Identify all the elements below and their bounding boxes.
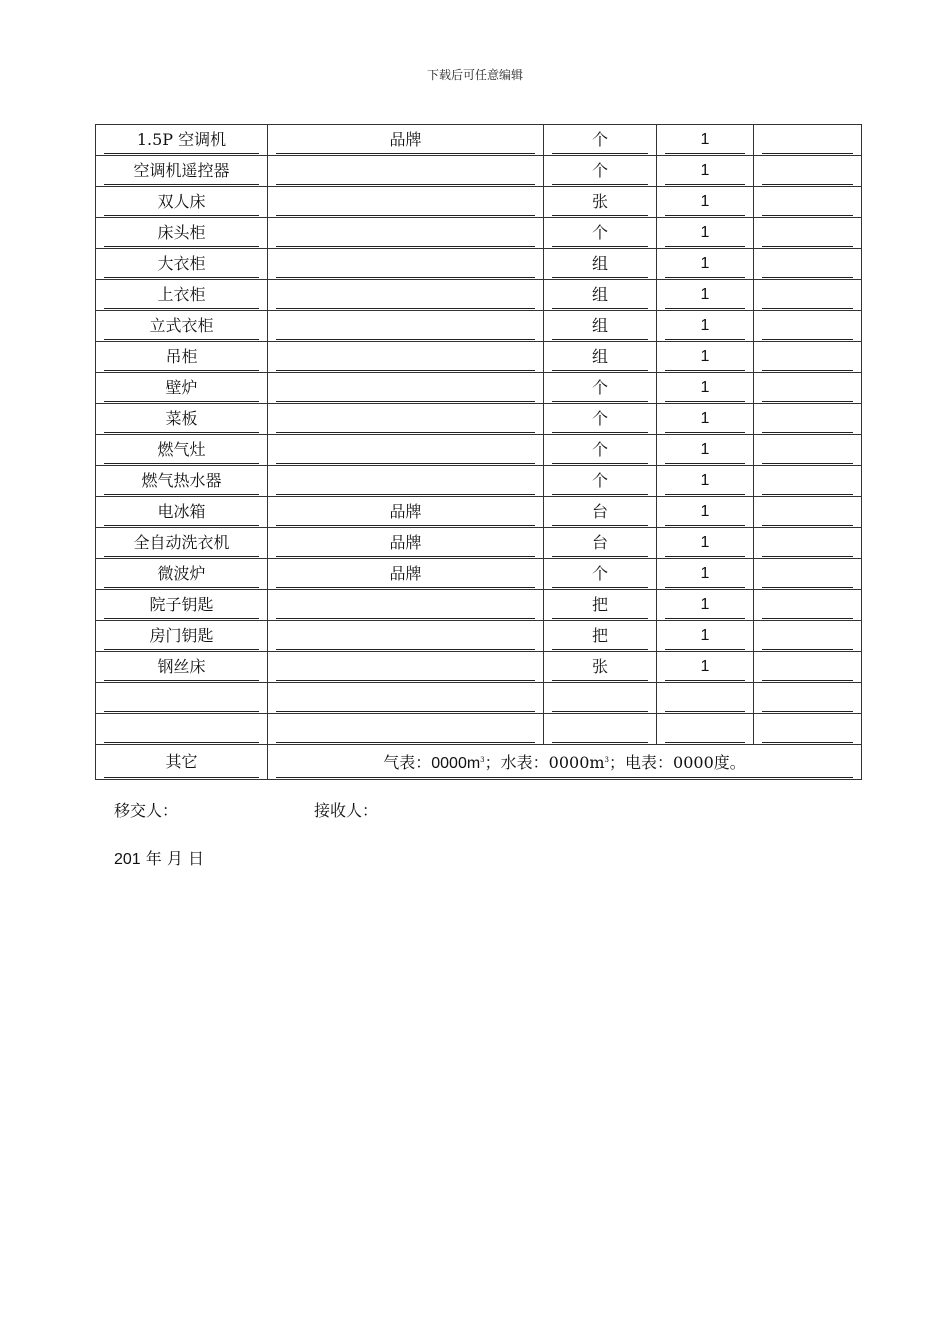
item-name-cell: 燃气灶 (96, 435, 268, 466)
note-cell (754, 466, 862, 497)
item-name-cell: 空调机遥控器 (96, 156, 268, 187)
unit-cell: 组 (544, 280, 657, 311)
brand-cell (268, 373, 544, 404)
brand-cell (268, 714, 544, 745)
quantity-cell: 1 (657, 249, 754, 280)
item-name-cell: 全自动洗衣机 (96, 528, 268, 559)
unit-cell: 台 (544, 497, 657, 528)
unit-cell: 台 (544, 528, 657, 559)
note-cell (754, 342, 862, 373)
item-name-cell: 壁炉 (96, 373, 268, 404)
unit-cell (544, 714, 657, 745)
brand-cell (268, 652, 544, 683)
note-cell (754, 528, 862, 559)
table-row (96, 373, 862, 404)
item-name-cell (96, 714, 268, 745)
quantity-cell (657, 714, 754, 745)
unit-cell: 张 (544, 187, 657, 218)
brand-cell: 品牌 (268, 125, 544, 156)
unit-cell: 把 (544, 590, 657, 621)
note-cell (754, 156, 862, 187)
inventory-body (96, 125, 862, 745)
unit-cell: 组 (544, 249, 657, 280)
quantity-cell: 1 (657, 342, 754, 373)
item-name-cell: 吊柜 (96, 342, 268, 373)
quantity-cell: 1 (657, 404, 754, 435)
table-row (96, 125, 862, 156)
item-name-cell: 1.5P 空调机 (96, 125, 268, 156)
unit-cell: 个 (544, 125, 657, 156)
unit-cell (544, 683, 657, 714)
item-name-cell: 上衣柜 (96, 280, 268, 311)
other-row (96, 745, 862, 780)
brand-cell (268, 218, 544, 249)
item-name-cell: 微波炉 (96, 559, 268, 590)
gas-meter-unit-sup: 3 (480, 756, 485, 764)
brand-cell: 品牌 (268, 528, 544, 559)
item-name-cell: 钢丝床 (96, 652, 268, 683)
unit-cell: 张 (544, 652, 657, 683)
table-row (96, 652, 862, 683)
note-cell (754, 311, 862, 342)
brand-cell (268, 249, 544, 280)
table-row (96, 559, 862, 590)
gas-meter-label: 气表： (383, 753, 432, 772)
quantity-cell: 1 (657, 497, 754, 528)
receiver-label: 接收人： (314, 801, 379, 820)
date-day-char: 日 (188, 849, 205, 868)
table-row (96, 311, 862, 342)
note-cell (754, 621, 862, 652)
gas-meter-value: 0000m (431, 755, 481, 772)
item-name-cell: 双人床 (96, 187, 268, 218)
unit-cell: 个 (544, 435, 657, 466)
item-name-cell: 房门钥匙 (96, 621, 268, 652)
table-row (96, 342, 862, 373)
item-name-cell: 菜板 (96, 404, 268, 435)
item-name-cell: 床头柜 (96, 218, 268, 249)
quantity-cell (657, 683, 754, 714)
quantity-cell: 1 (657, 590, 754, 621)
transferor-label: 移交人： (114, 801, 179, 820)
quantity-cell: 1 (657, 373, 754, 404)
table-row (96, 435, 862, 466)
note-cell (754, 187, 862, 218)
date-year-char: 年 (145, 849, 162, 868)
note-cell (754, 125, 862, 156)
electric-meter-label: ；电表： (609, 753, 674, 772)
table-row (96, 497, 862, 528)
table-row (96, 528, 862, 559)
unit-cell: 个 (544, 404, 657, 435)
quantity-cell: 1 (657, 621, 754, 652)
note-cell (754, 435, 862, 466)
brand-cell (268, 187, 544, 218)
table-row (96, 714, 862, 745)
brand-cell (268, 342, 544, 373)
table-row (96, 621, 862, 652)
note-cell (754, 683, 862, 714)
brand-cell: 品牌 (268, 497, 544, 528)
unit-cell: 个 (544, 156, 657, 187)
water-meter-label: ；水表： (484, 753, 549, 772)
unit-cell: 把 (544, 621, 657, 652)
table-row (96, 466, 862, 497)
quantity-cell: 1 (657, 218, 754, 249)
quantity-cell: 1 (657, 125, 754, 156)
electric-meter-unit: 度。 (713, 753, 746, 772)
brand-cell: 品牌 (268, 559, 544, 590)
brand-cell (268, 280, 544, 311)
table-row (96, 249, 862, 280)
quantity-cell: 1 (657, 559, 754, 590)
date-line (114, 846, 204, 869)
item-name-cell: 院子钥匙 (96, 590, 268, 621)
water-meter-value: 0000m (548, 753, 605, 772)
quantity-cell: 1 (657, 528, 754, 559)
other-label: 其它 (96, 745, 268, 780)
table-row (96, 404, 862, 435)
quantity-cell: 1 (657, 652, 754, 683)
table-row (96, 218, 862, 249)
note-cell (754, 404, 862, 435)
table-row (96, 590, 862, 621)
item-name-cell: 大衣柜 (96, 249, 268, 280)
brand-cell (268, 435, 544, 466)
note-cell (754, 652, 862, 683)
quantity-cell: 1 (657, 466, 754, 497)
table-row (96, 280, 862, 311)
electric-meter-value: 0000 (673, 753, 714, 772)
water-meter-unit-sup: 3 (604, 756, 610, 764)
brand-cell (268, 466, 544, 497)
note-cell (754, 497, 862, 528)
signature-line (114, 798, 379, 821)
unit-cell: 个 (544, 373, 657, 404)
meter-readings (268, 745, 862, 780)
quantity-cell: 1 (657, 311, 754, 342)
unit-cell: 个 (544, 559, 657, 590)
brand-cell (268, 621, 544, 652)
date-month-char: 月 (166, 849, 183, 868)
item-name-cell: 电冰箱 (96, 497, 268, 528)
date-year-prefix: 201 (114, 851, 141, 868)
quantity-cell: 1 (657, 435, 754, 466)
brand-cell (268, 404, 544, 435)
table-row (96, 683, 862, 714)
note-cell (754, 373, 862, 404)
note-cell (754, 714, 862, 745)
note-cell (754, 280, 862, 311)
item-name-cell: 立式衣柜 (96, 311, 268, 342)
brand-cell (268, 590, 544, 621)
table-row (96, 156, 862, 187)
unit-cell: 个 (544, 466, 657, 497)
brand-cell (268, 683, 544, 714)
item-name-cell: 燃气热水器 (96, 466, 268, 497)
quantity-cell: 1 (657, 280, 754, 311)
note-cell (754, 249, 862, 280)
unit-cell: 组 (544, 342, 657, 373)
unit-cell: 个 (544, 218, 657, 249)
brand-cell (268, 311, 544, 342)
note-cell (754, 218, 862, 249)
table-row (96, 187, 862, 218)
unit-cell: 组 (544, 311, 657, 342)
note-cell (754, 559, 862, 590)
quantity-cell: 1 (657, 187, 754, 218)
header-note: 下载后可任意编辑 (426, 68, 523, 82)
note-cell (754, 590, 862, 621)
quantity-cell: 1 (657, 156, 754, 187)
brand-cell (268, 156, 544, 187)
item-name-cell (96, 683, 268, 714)
inventory-table (95, 124, 862, 780)
